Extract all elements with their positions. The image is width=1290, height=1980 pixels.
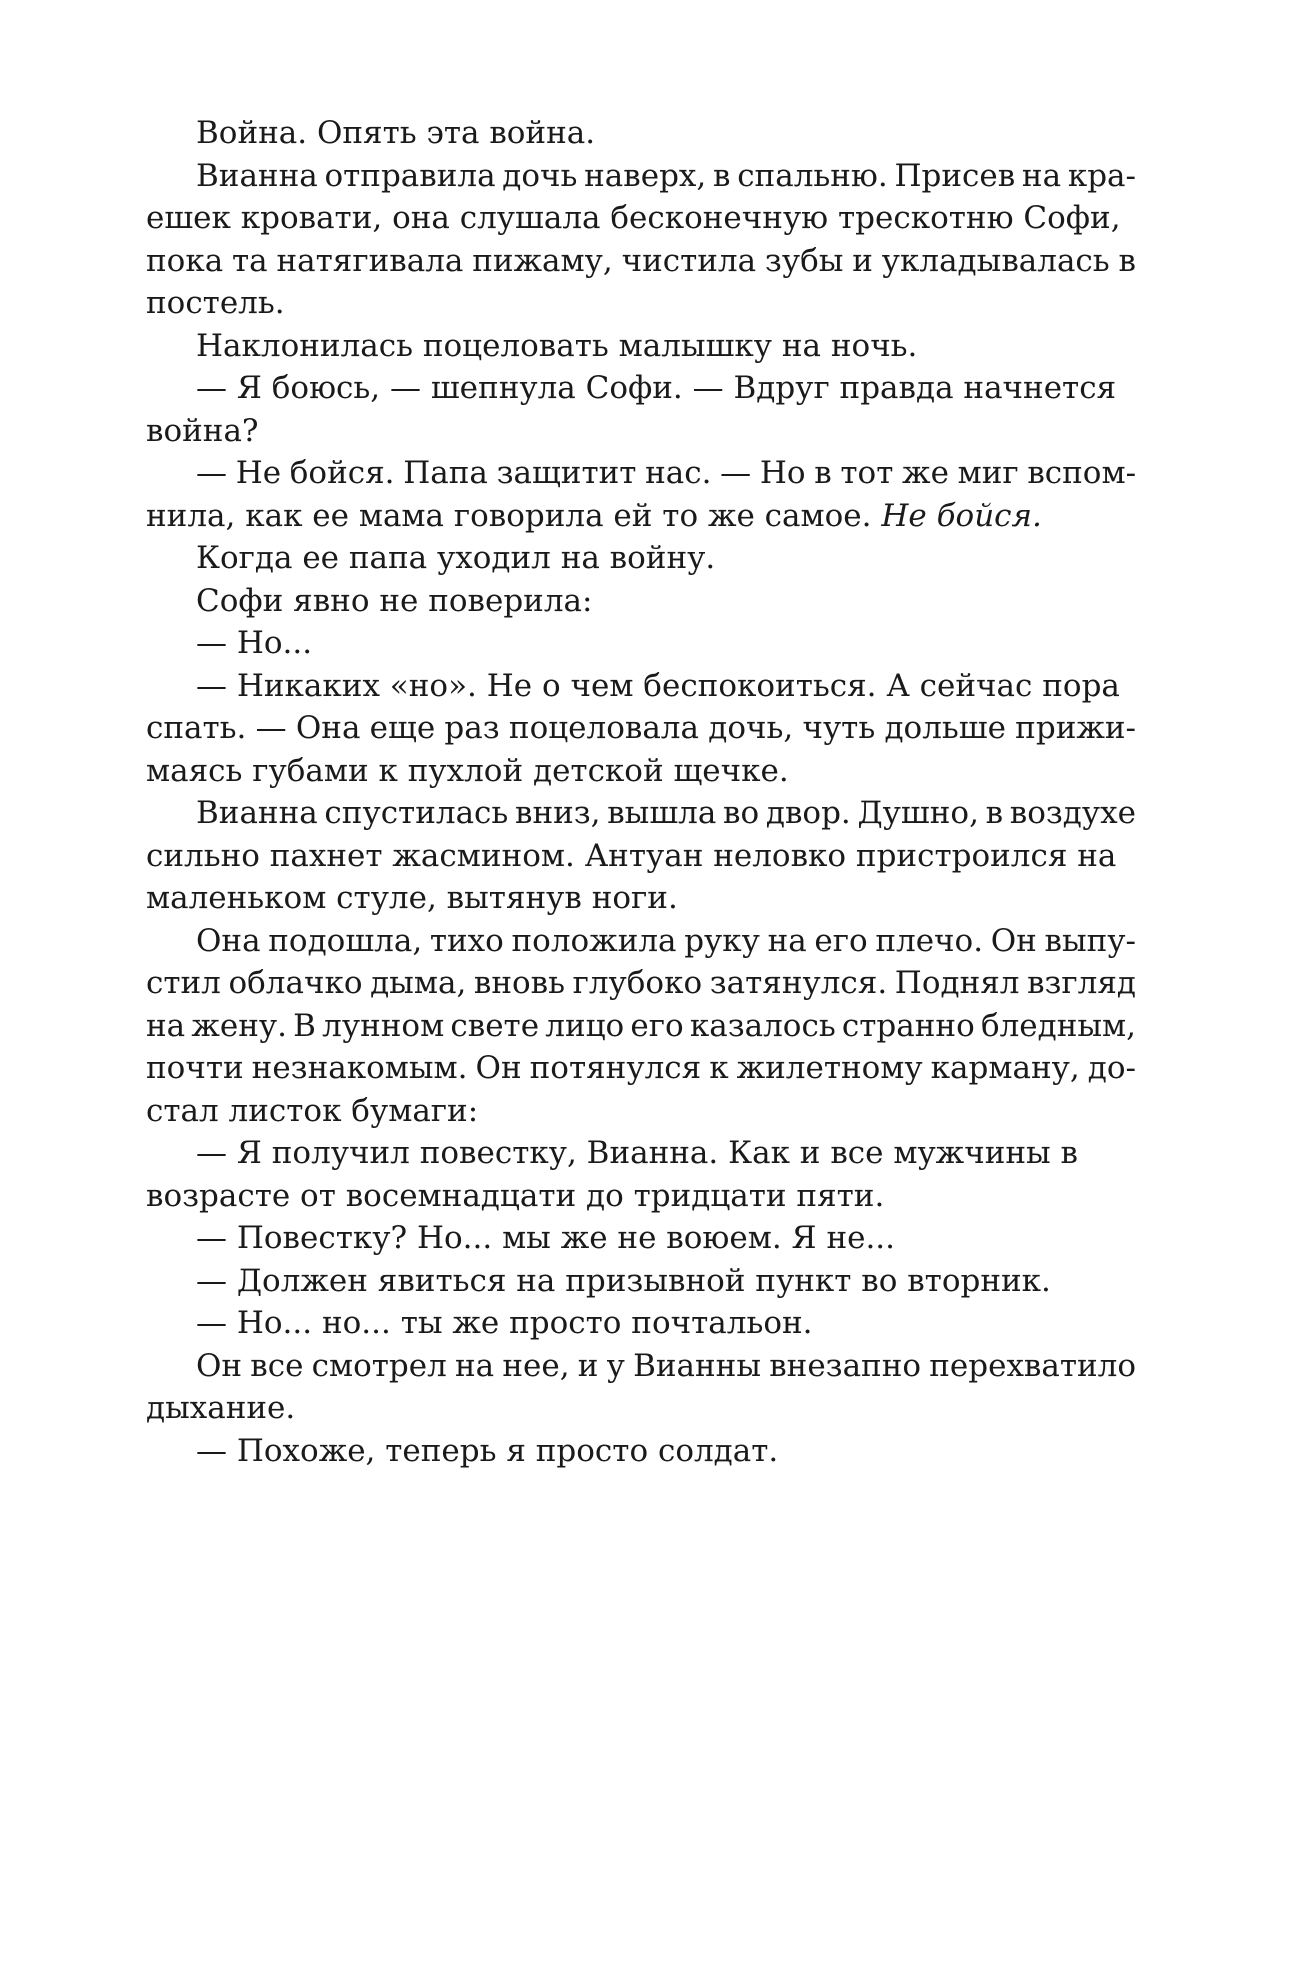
text-line: — Я получил повестку, Вианна. Как и все мужчины в (196, 1135, 1079, 1171)
text-line: — Похоже, теперь я просто солдат. (196, 1432, 779, 1469)
text-line: спать. — Она еще раз поцеловала дочь, чуть дольше прижи- (146, 710, 1137, 746)
text-line: пока та натягивала пижаму, чистила зубы и укладывалась в (146, 242, 1136, 279)
text-line: Вианна спустилась вниз, вышла во двор. Душно, в воздухе (196, 795, 1136, 831)
text-line: на жену. В лунном свете лицо его казалось странно бледным, (146, 1007, 1137, 1044)
text-line: стал листок бумаги: (146, 1092, 479, 1129)
body-text (146, 112, 1136, 1472)
text-line: — Не бойся. Папа защитит нас. — Но в тот же миг вспом- (196, 455, 1137, 491)
text-line: — Должен явиться на призывной пункт во вторник. (196, 1262, 1051, 1299)
text-line: Она подошла, тихо положила руку на его плечо. Он выпу- (196, 922, 1137, 959)
text-line-main: нила, как ее мама говорила ей то же самое. (146, 497, 872, 534)
text-line: ешек кровати, она слушала бесконечную трескотню Софи, (146, 200, 1121, 236)
text-line: — Повестку? Но... мы же не воюем. Я не... (196, 1220, 896, 1256)
text-line: маясь губами к пухлой детской щечке. (146, 752, 789, 789)
text-line: сильно пахнет жасмином. Антуан неловко пристроился на (146, 837, 1117, 874)
text-line: Наклонилась поцеловать малышку на ночь. (196, 327, 918, 364)
text-line (146, 495, 1136, 538)
text-line: — Я боюсь, — шепнула Софи. — Вдруг правда начнется (196, 370, 1117, 406)
text-line: — Никаких «но». Не о чем беспокоиться. А сейчас пора (196, 667, 1120, 704)
text-line: — Но... (196, 625, 313, 661)
text-line: дыхание. (146, 1390, 296, 1426)
text-line: Вианна отправила дочь наверх, в спальню. Присев на кра- (196, 157, 1136, 194)
text-line: постель. (146, 285, 285, 321)
text-line: Когда ее папа уходил на войну. (196, 540, 716, 576)
text-line: стил облачко дыма, вновь глубоко затянулся. Поднял взгляд (146, 965, 1137, 1001)
text-line: Он все смотрел на нее, и у Вианны внезапно перехватило (196, 1347, 1137, 1384)
text-line: почти незнакомым. Он потянулся к жилетному карману, до- (146, 1050, 1136, 1086)
italic-phrase: Не бойся. (881, 497, 1042, 534)
text-line: возрасте от восемнадцати до тридцати пяти. (146, 1177, 885, 1214)
text-line: маленьком стуле, вытянув ноги. (146, 880, 678, 916)
text-line: — Но... но... ты же просто почтальон. (196, 1305, 813, 1341)
text-line: война? (146, 412, 259, 449)
text-line: Софи явно не поверила: (196, 582, 593, 619)
text-line: Война. Опять эта война. (196, 115, 596, 151)
